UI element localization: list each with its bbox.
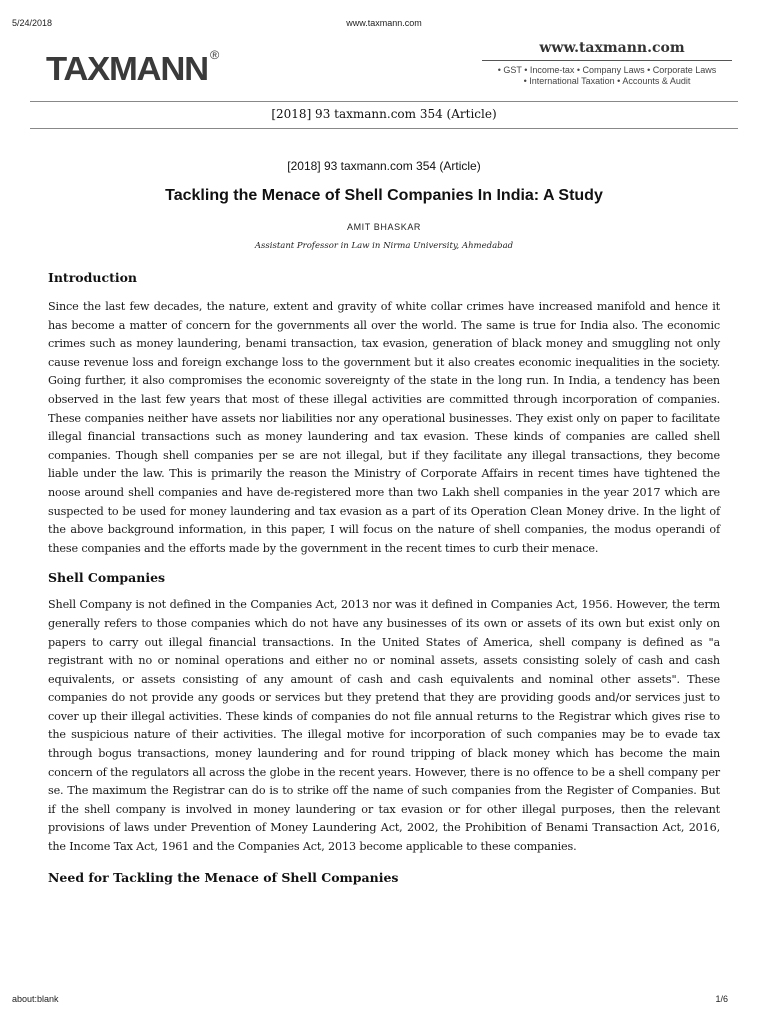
section-heading-introduction: Introduction bbox=[48, 270, 138, 285]
brand-block bbox=[482, 40, 732, 87]
brand-website: www.taxmann.com bbox=[539, 40, 685, 56]
header-rule-top bbox=[30, 101, 738, 102]
article-citation: [2018] 93 taxmann.com 354 (Article) bbox=[287, 159, 481, 173]
brand-tags-line-2: • International Taxation • Accounts & Audit bbox=[523, 76, 691, 86]
section-heading-need-for-tackling: Need for Tackling the Menace of Shell Companies bbox=[48, 869, 399, 885]
print-date: 5/24/2018 bbox=[12, 18, 53, 28]
brand-tags-line-1: • GST • Income-tax • Company Laws • Corporate Laws bbox=[497, 65, 717, 75]
logo-text: TAXMANN bbox=[46, 50, 208, 87]
print-url: www.taxmann.com bbox=[346, 18, 422, 28]
article-affiliation: Assistant Professor in Law in Nirma University, Ahmedabad bbox=[254, 241, 514, 251]
taxmann-logo bbox=[46, 50, 216, 88]
section-heading-shell-companies: Shell Companies bbox=[48, 570, 166, 586]
page-number: 1/6 bbox=[715, 994, 728, 1004]
section-body-introduction: Since the last few decades, the nature, extent and gravity of white collar crimes have increased manifold and hence it has become a matter of concern for the governments all over the world. The same is true for India also. The economic crimes such as money laundering, benami transaction, tax evasion, generation of black money and smuggling not only cause revenue loss and foreign exchange loss to the government but it also creates economic inequalities in the society. Going further, it also compromises the economic sovereignty of the state in the long run. In India, a tendency has been observed in the last few years that most of these illegal activities are committed through incorporation of companies. These companies neither have assets nor liabilities nor any operational businesses. They exist only on paper to facilitate illegal financial transactions such as money laundering and tax evasion. These kinds of companies are called shell companies. Though shell companies per se are not illegal, but if they facilitate any illegal transactions, they become liable under the law. This is primarily the reason the Ministry of Corporate Affairs in recent times have tightened the noose around shell companies and have de-registered more than two Lakh shell companies in the year 2017 which are suspected to be used for money laundering and tax evasion as a part of its Operation Clean Money drive. In the light of the above background information, in this paper, I will focus on the nature of shell companies, the modus operandi of these companies and the efforts made by the government in the recent times to curb their menace. bbox=[48, 300, 720, 555]
brand-divider bbox=[482, 60, 732, 61]
article-author: AMIT BHASKAR bbox=[346, 222, 422, 232]
article bbox=[48, 159, 720, 886]
registered-mark: ® bbox=[209, 48, 218, 62]
print-footer-source: about:blank bbox=[12, 994, 59, 1004]
article-title: Tackling the Menace of Shell Companies In India: A Study bbox=[165, 187, 603, 204]
citation-banner: [2018] 93 taxmann.com 354 (Article) bbox=[271, 107, 497, 121]
header-rule-bottom bbox=[30, 128, 738, 129]
section-body-shell-companies: Shell Company is not defined in the Companies Act, 2013 nor was it defined in Companies Act, 1956. However, the term generally refers to those companies which do not have any businesses of its own or assets of its own but exist only on papers to carry out illegal financial transactions. In the United States of America, shell company is defined as "a registrant with no or nominal operations and either no or nominal assets, assets consisting solely of cash and cash equivalents, or assets consisting of any amount of cash and cash equivalents and nominal other assets". These companies do not provide any goods or services but they pretend that they are providing goods and/or services just to cover up their illegal activities. These kinds of companies do not file annual returns to the Registrar which gives rise to the suspicious nature of their activities. The illegal motive for incorporation of such companies may be to evade tax through bogus transactions, money laundering and for round tripping of black money which has become the main concern of the regulators all across the globe in the recent years. However, there is no offence to be a shell company per se. The maximum the Registrar can do is to strike off the name of such companies from the Register of Companies. But if the shell company is involved in money laundering or tax evasion or for other illegal purposes, then the relevant provisions of laws under Prevention of Money Laundering Act, 2002, the Prohibition of Benami Transaction Act, 2016, the Income Tax Act, 1961 and the Companies Act, 2013 become applicable to these companies. bbox=[48, 598, 720, 854]
